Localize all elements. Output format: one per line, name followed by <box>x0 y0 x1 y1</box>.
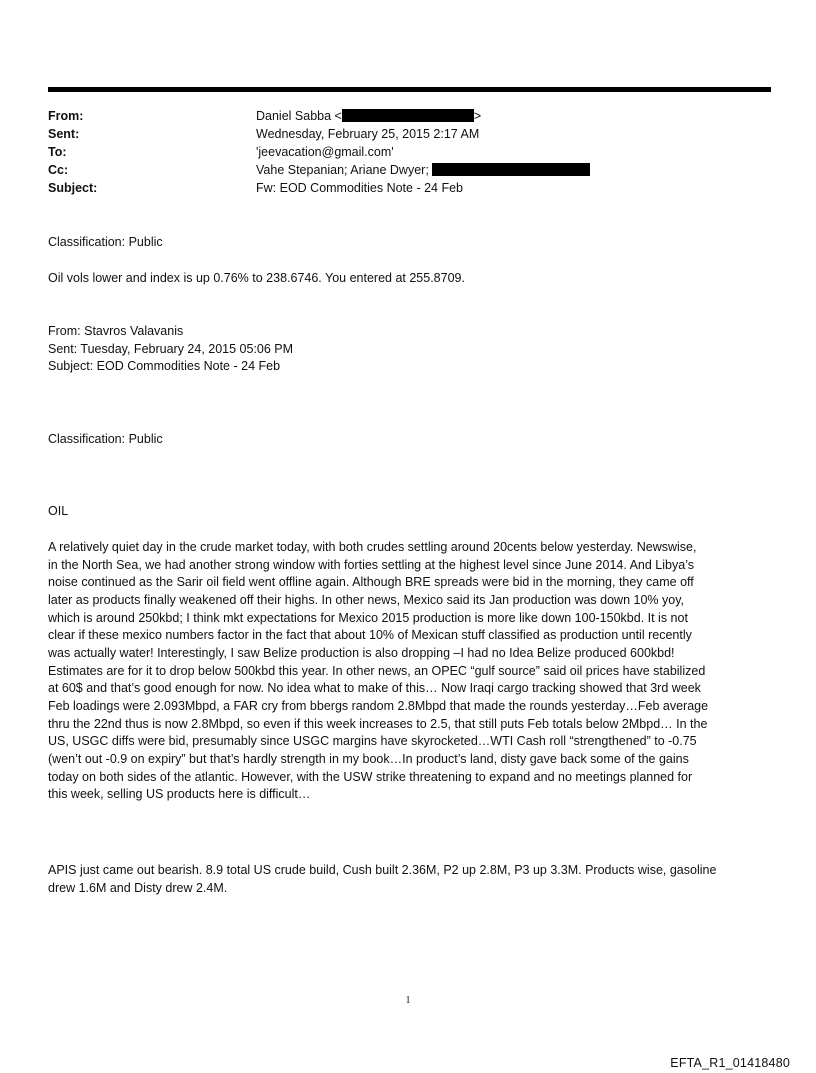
subject-label: Subject: <box>48 181 98 195</box>
paragraph-line: Feb loadings were 2.093Mbpd, a FAR cry from bbergs random 2.8Mbpd that made the rounds yesterday…Feb average <box>48 698 709 713</box>
paragraph-line: APIS just came out bearish. 8.9 total US crude build, Cush built 2.36M, P2 up 2.8M, P3 up 3.3M. Products wise, gasoline <box>48 863 717 877</box>
paragraph-line: noise continued as the Sarir oil field went offline again. Although BRE spreads were bid in the morning, they came off <box>48 575 694 590</box>
paragraph-line: this week, selling US products here is difficult… <box>48 787 311 802</box>
paragraph-line: in the North Sea, we had another strong window with forties settling at the highest level since June 2014. And Libya’s <box>48 557 694 572</box>
paragraph-line: (wen’t out -0.9 on expiry” but that’s hardly strength in my book…In product’s land, disty gave back some of the gains <box>48 751 689 766</box>
forwarded-from: From: Stavros Valavanis <box>48 324 184 338</box>
apis-paragraph <box>48 862 770 897</box>
to-label: To: <box>48 145 67 159</box>
forwarded-sent: Sent: Tuesday, February 24, 2015 05:06 PM <box>48 341 294 356</box>
section-heading: OIL <box>48 504 69 518</box>
redaction-box <box>342 109 474 122</box>
subject-value: Fw: EOD Commodities Note - 24 Feb <box>256 181 464 195</box>
header-rule <box>48 87 771 92</box>
bates-number: EFTA_R1_01418480 <box>670 1056 790 1070</box>
oil-paragraph <box>48 539 770 804</box>
paragraph-line: clear if these mexico numbers factor in the fact that about 10% of Mexican stuff classified as production until recently <box>48 628 692 643</box>
classification-label: Classification: Public <box>48 235 163 249</box>
cc-label: Cc: <box>48 163 69 177</box>
paragraph-line: US, USGC diffs were bid, presumably since USGC margins have skyrocketed…WTI Cash roll “strengthened” to -0.75 <box>48 734 697 749</box>
intro-text: Oil vols lower and index is up 0.76% to 238.6746. You entered at 255.8709. <box>48 271 465 285</box>
classification-label-2: Classification: Public <box>48 432 163 446</box>
sent-value: Wednesday, February 25, 2015 2:17 AM <box>256 127 480 141</box>
forwarded-subject: Subject: EOD Commodities Note - 24 Feb <box>48 359 281 374</box>
paragraph-line: which is around 250kbd; I think mkt expectations for Mexico 2015 production is more like down 100-150kbd. It is not <box>48 610 688 625</box>
paragraph-line: thru the 22nd thus is now 2.8Mbpd, so even if this week increases to 2.5, that still puts Feb totals below 2Mbpd… In the <box>48 716 708 731</box>
from-label: From: <box>48 109 84 123</box>
paragraph-line: Estimates are for it to drop below 500kbd this year. In other news, an OPEC “gulf source” said oil prices have stabilized <box>48 663 706 678</box>
paragraph-line: drew 1.6M and Disty drew 2.4M. <box>48 880 228 895</box>
cc-value: Vahe Stepanian; Ariane Dwyer; <box>256 161 590 179</box>
redaction-box <box>432 163 590 176</box>
to-value: 'jeevacation@gmail.com' <box>256 145 394 159</box>
from-value: Daniel Sabba < > <box>256 109 482 123</box>
paragraph-line: A relatively quiet day in the crude market today, with both crudes settling around 20cents below yesterday. Newswise, <box>48 540 697 554</box>
paragraph-line: later as products finally weakened off their highs. In other news, Mexico said its Jan production was down 10% yoy, <box>48 592 684 607</box>
paragraph-line: was actually water! Interestingly, I saw Belize production is also dropping –I had no Idea Belize produced 600kbd! <box>48 645 675 660</box>
paragraph-line: today on both sides of the atlantic. However, with the USW strike threatening to expand and no meetings planned for <box>48 769 693 784</box>
page-number: 1 <box>405 995 411 1006</box>
forwarded-header <box>48 323 768 376</box>
paragraph-line: at 60$ and that’s good enough for now. No idea what to make of this… Now Iraqi cargo tracking showed that 3rd week <box>48 681 701 696</box>
sent-label: Sent: <box>48 127 80 141</box>
